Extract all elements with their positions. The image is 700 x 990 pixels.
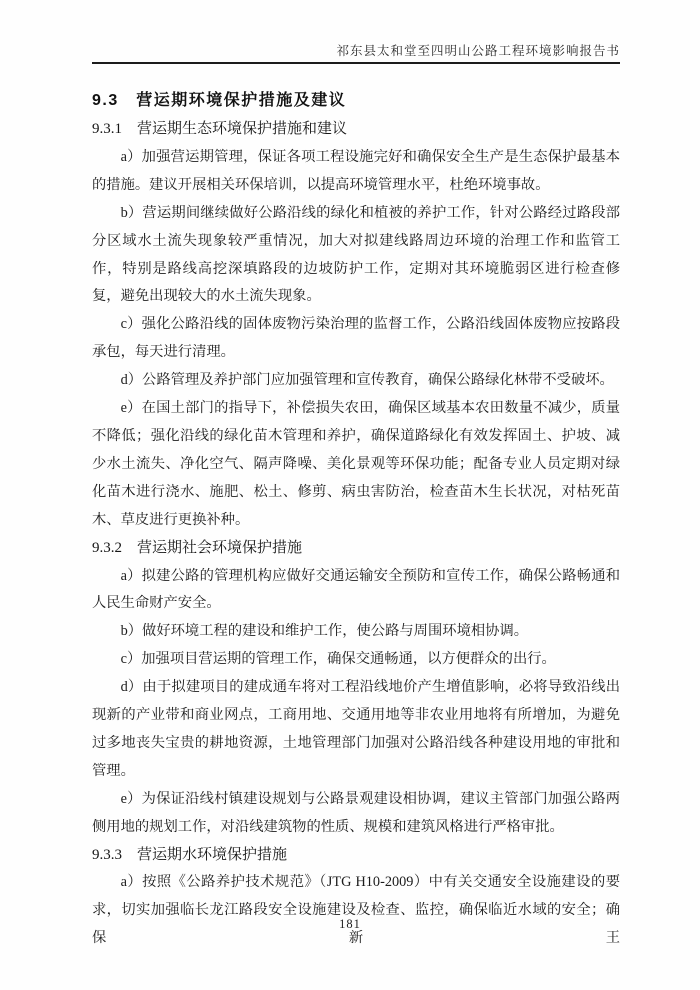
paragraph-932-d: d）由于拟建项目的建成通车将对工程沿线地价产生增值影响，必将导致沿线出现新的产业带和商业网点，工商用地、交通用地等非农业用地将有所增加，为避免过多地丧失宝贵的耕地资源，土地管理部门加强对公路沿线各种建设用地的审批和管理。 [92,679,620,779]
paragraph-932-a: a）拟建公路的管理机构应做好交通运输安全预防和宣传工作，确保公路畅通和人民生命财产安全。 [92,567,620,612]
section-operation-eco-env [92,116,620,535]
document-body [92,86,620,953]
paragraph-932-c: c）加强项目营运期的管理工作，确保交通畅通，以方便群众的出行。 [120,651,556,668]
paragraph-931-d: d）公路管理及养护部门应加强管理和宣传教育，确保公路绿化林带不受破坏。 [120,372,614,389]
paragraph-931-a: a）加强营运期管理，保证各项工程设施完好和确保安全生产是生态保护最基本的措施。建议开展相关环保培训，以提高环境管理水平，杜绝环境事故。 [92,148,620,193]
paragraph-932-b: b）做好环境工程的建设和维护工作，使公路与周围环境相协调。 [120,623,529,640]
paragraph-931-e: e）在国土部门的指导下，补偿损失农田，确保区域基本农田数量不减少，质量不降低；强化沿线的绿化苗木管理和养护，确保道路绿化有效发挥固土、护坡、减少水土流失、净化空气、隔声降噪、美化景观等环保功能；配备专业人员定期对绿化苗木进行浇水、施肥、松土、修剪、病虫害防治，检查苗木生长状况，对枯死苗木、草皮进行更换补种。 [92,400,620,528]
header-rule [92,62,620,64]
paragraph-933-a: a）按照《公路养护技术规范》（JTG H10-2009）中有关交通安全设施建设的要求，切实加强临长龙江路段安全设施建设及检查、监控，确保临近水域的安全；确保新王 [92,874,620,947]
page-header [92,44,620,64]
report-title-header: 祁东县太和堂至四明山公路工程环境影响报告书 [336,44,620,58]
paragraph-931-b: b）营运期间继续做好公路沿线的绿化和植被的养护工作，针对公路经过路段部分区域水土流失现象较严重情况，加大对拟建线路周边环境的治理工作和监管工作，特别是路线高挖深填路段的边坡防护工作，定期对其环境脆弱区进行检查修复，避免出现较大的水土流失现象。 [92,204,620,305]
page-footer [0,916,700,932]
main-heading: 9.3 营运期环境保护措施及建议 [92,92,347,109]
section-operation-water-env [92,842,620,954]
section-operation-social-env [92,535,620,842]
section-heading-931: 9.3.1 营运期生态环境保护措施和建议 [92,121,348,137]
section-heading-933: 9.3.3 营运期水环境保护措施 [92,846,288,863]
paragraph-931-c: c）强化公路沿线的固体废物污染治理的监督工作，公路沿线固体废物应按路段承包，每天进行清理。 [92,316,620,361]
paragraph-932-e: e）为保证沿线村镇建设规划与公路景观建设相协调，建议主管部门加强公路两侧用地的规划工作，对沿线建筑物的性质、规模和建筑风格进行严格审批。 [92,790,620,835]
section-heading-932: 9.3.2 营运期社会环境保护措施 [92,539,303,556]
page-number: 181 [339,917,361,931]
